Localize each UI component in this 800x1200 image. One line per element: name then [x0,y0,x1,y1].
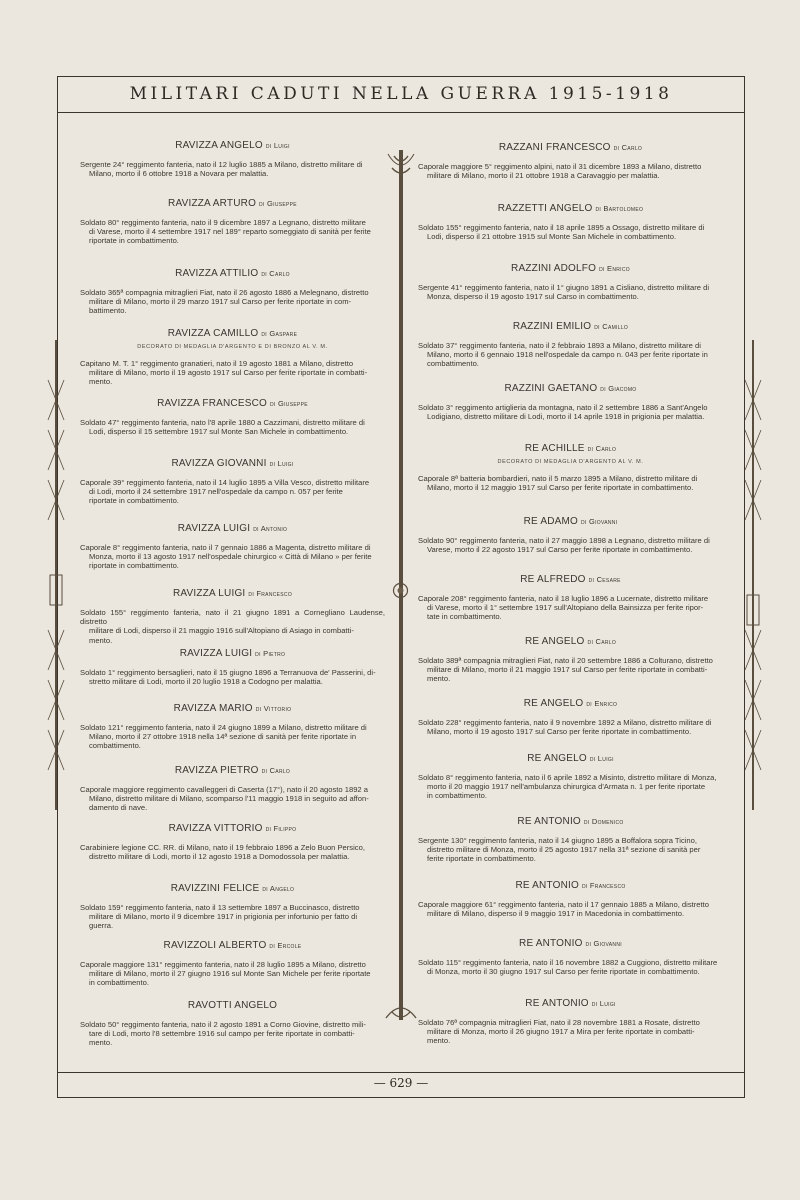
entry-name [80,940,385,951]
death-record-entry [80,328,385,387]
death-record-entry [80,398,385,436]
page-number: — 629 — [373,1076,429,1090]
entry-surname: RE ANGELO [524,636,585,647]
entry-name [80,398,385,409]
entry-name [418,636,723,647]
entry-text [418,223,723,241]
entry-text-line: Caporale maggiore 131° reggimento fanteria, nato il 28 luglio 1895 a Milano, distretto [80,960,366,969]
entry-text [418,836,723,864]
death-record-entry [80,883,385,931]
left-side-torch-icon [40,340,72,810]
entry-name [80,1000,385,1011]
death-record-entry [418,698,723,736]
entry-name [80,523,385,534]
entry-text-line: militare di Milano, morto il 21 maggio 1917 sul Carso per ferite riportate in combatti- [427,665,708,675]
entry-name [80,328,385,339]
death-record-entry [80,523,385,571]
entry-text-line: battimento. [89,306,127,316]
entry-text-line: mento. [89,635,113,645]
entry-text-line: Milano, morto il 6 gennaio 1918 nell'ospedale da campo n. 043 per ferite riportate in [427,350,708,360]
entry-surname: RAVIZZA ARTURO [168,198,257,209]
entry-text-line: mento. [89,1038,113,1048]
death-record-entry [418,574,723,622]
entry-text [80,668,385,686]
entry-surname: RE ALFREDO [520,574,586,585]
entry-name [80,765,385,776]
entry-text-line: tare di Lodi, morto l'8 settembre 1916 sul campo per ferite riportate in combatti- [89,1029,355,1039]
death-record-entry [418,636,723,684]
entry-text-line: in combattimento. [427,791,487,801]
entry-text-line: Soldato 8° reggimento fanteria, nato il 6 aprile 1892 a Misinto, distretto militare di Monza, [418,773,717,782]
top-torch-icon [382,148,420,208]
entry-text [80,1020,385,1048]
entry-parent: di Pietro [255,649,286,658]
entry-text [418,656,723,684]
entry-text-line: militare di Monza, morto il 26 giugno 1917 a Mira per ferite riportate in combatti- [427,1027,695,1037]
death-record-entry [418,753,723,801]
center-rosette-icon [392,582,409,599]
entry-text-line: Milano, morto il 6 ottobre 1918 a Novara per malattia. [89,169,269,179]
entry-text-line: Soldato 121° reggimento fanteria, nato il 24 giugno 1899 a Milano, distretto militare di [80,723,367,732]
entry-text-line: Soldato 1° reggimento bersaglieri, nato il 15 giugno 1896 a Terranuova de' Passerini, di- [80,668,376,677]
entry-text-line: Caporale maggiore 5° reggimento alpini, nato il 31 dicembre 1893 a Milano, distretto [418,162,702,171]
entry-text-line: distretto militare di Monza, morto il 25 agosto 1917 nella 31ª sezione di sanità per [427,845,701,855]
entry-text-line: Lodi, disperso il 21 ottobre 1915 sul Monte San Michele in combattimento. [427,232,677,242]
death-record-entry [80,1000,385,1048]
entry-name [418,938,723,949]
entry-text-line: militare di Milano, morto il 29 marzo 1917 sul Carso per ferite riportate in com- [89,297,352,307]
entry-surname: RAZZANI FRANCESCO [498,142,611,153]
entry-surname: RAVIZZA ANGELO [175,140,263,151]
death-record-entry [80,458,385,506]
entry-text-line: Caporale 208° reggimento fanteria, nato il 18 luglio 1896 a Lucernate, distretto militare [418,594,709,603]
entry-surname: RAVIZZA CAMILLO [167,328,259,339]
entry-text [418,536,723,554]
entry-surname: RAVIZZA PIETRO [174,765,259,776]
entry-text [418,474,723,492]
entry-parent: di Angelo [262,884,295,893]
entry-text-line: Caporale 8ª batteria bombardieri, nato il 5 marzo 1895 a Milano, distretto militare di [418,474,698,483]
entry-parent: di Carlo [261,766,291,775]
entry-text-line: tate in combattimento. [427,612,502,622]
entry-name [418,816,723,827]
entry-surname: RAVIZZA LUIGI [179,648,253,659]
entry-surname: RE ANGELO [527,753,587,764]
entry-parent: di Luigi [269,459,294,468]
entry-text-line: Caporale maggiore reggimento cavalleggeri di Caserta (17°), nato il 20 agosto 1892 a [80,785,368,794]
entry-name [418,574,723,585]
entry-parent: di Ercole [269,941,302,950]
death-record-entry [80,940,385,988]
entry-name [418,142,723,153]
entry-parent: di Carlo [587,444,617,453]
death-record-entry [418,142,723,180]
entry-text-line: riportate in combattimento. [89,561,179,571]
entry-text-line: Soldato 228° reggimento fanteria, nato il 9 novembre 1892 a Milano, distretto militare di [418,718,712,727]
entry-name [80,268,385,279]
entry-text [80,843,385,861]
header-rule [57,112,745,113]
death-record-entry [80,198,385,246]
entry-surname: RE ANTONIO [515,880,579,891]
entry-text [80,160,385,178]
death-record-entry [80,823,385,861]
entry-text-line: stretto militare di Lodi, morto il 20 luglio 1918 a Codogno per malattia. [89,677,323,687]
entry-surname: RAVIZZOLI ALBERTO [163,940,267,951]
entry-name [418,516,723,527]
entry-surname: RAVIZZINI FELICE [170,883,260,894]
death-record-entry [418,383,723,421]
entry-text-line: Milano, morto il 27 ottobre 1918 nella 14ª sezione di sanità per ferite riportate in [89,732,357,742]
entry-decoration: DECORATO DI MEDAGLIA D'ARGENTO E DI BRONZO AL V. M. [137,344,328,350]
death-record-entry [418,880,723,918]
entry-name [418,203,723,214]
entry-text [418,594,723,622]
entry-text-line: Caporale 39° reggimento fanteria, nato il 14 luglio 1895 a Villa Vesco, distretto militare [80,478,370,487]
entry-text-line: combattimento. [427,359,479,369]
entry-text-line: Soldato 389ª compagnia mitraglieri Fiat, nato il 20 settembre 1886 a Colturano, distretto [418,656,713,665]
entry-parent: di Giuseppe [269,399,308,408]
death-record-entry [418,516,723,554]
entry-text [80,903,385,931]
entry-text [418,162,723,180]
page-title: MILITARI CADUTI NELLA GUERRA 1915-1918 [129,84,673,104]
entry-surname: RAZZINI ADOLFO [511,263,597,274]
entry-text-line: Soldato 365ª compagnia mitraglieri Fiat, nato il 26 agosto 1886 a Melegnano, distretto [80,288,369,297]
entry-text-line: di Varese, morto il 4 settembre 1917 nel 189° reparto someggiato di sanità per ferite [89,227,371,237]
entry-text [80,960,385,988]
entry-text-line: Sergente 41° reggimento fanteria, nato il 1° giugno 1891 a Cisliano, distretto militare di [418,283,710,292]
entry-text-line: mento. [89,377,113,387]
entry-parent: di Domenico [583,817,624,826]
entry-text-line: riportate in combattimento. [89,496,179,506]
death-record-entry [418,203,723,241]
entry-text [418,283,723,301]
entry-parent: di Cesare [588,575,621,584]
entry-text [418,958,723,976]
entry-text [80,418,385,436]
entry-text-line: guerra. [89,921,114,931]
entry-parent: di Carlo [261,269,290,278]
death-record-entry [418,443,723,492]
entry-name [418,753,723,764]
entry-text-line: militare di Milano, morto il 9 dicembre 1917 in prigionia per infortunio per fatto di [89,912,358,922]
entry-name [418,321,723,332]
death-record-entry [80,268,385,316]
entry-parent: di Vittorio [255,704,292,713]
entry-text [80,359,385,387]
entry-parent: di Bartolomeo [595,204,644,213]
death-record-entry [418,321,723,369]
entry-surname: RE ADAMO [523,516,578,527]
entry-text [418,900,723,918]
entry-parent: di Giuseppe [259,199,297,208]
entry-text-line: militare di Milano, morto il 19 agosto 1917 sul Carso per ferite riportate in combatti- [89,368,368,378]
entry-text-line: Soldato 155° reggimento fanteria, nato il 21 giugno 1891 a Cornegliano Laudense, distretto [80,608,385,627]
death-record-entry [80,140,385,178]
entry-surname: RE ANTONIO [517,816,581,827]
death-record-entry [80,765,385,813]
entry-text-line: Soldato 37° reggimento fanteria, nato il 2 febbraio 1893 a Milano, distretto militare di [418,341,701,350]
entry-parent: di Giovanni [585,939,622,948]
entry-text-line: combattimento. [89,741,141,751]
entry-text-line: Capitano M. T. 1° reggimento granatieri, nato il 19 agosto 1881 a Milano, distretto [80,359,354,368]
entry-text-line: Soldato 115° reggimento fanteria, nato il 16 novembre 1882 a Cuggiono, distretto militare [418,958,718,967]
entry-name [80,703,385,714]
entry-text [80,723,385,751]
entry-parent: di Filippo [265,824,297,833]
entry-text-line: Milano, morto il 12 maggio 1917 sul Carso per ferite riportate in combattimento. [427,483,694,493]
entry-text-line: Monza, disperso il 19 agosto 1917 sul Carso in combattimento. [427,292,639,302]
entry-text [418,718,723,736]
entry-text-line: Lodi, disperso il 15 settembre 1917 sul Monte San Michele in combattimento. [89,427,349,437]
entry-name [80,883,385,894]
entry-parent: di Luigi [589,754,614,763]
entry-text-line: mento. [427,1036,451,1046]
entry-name [418,383,723,394]
entry-text-line: Soldato 3° reggimento artiglieria da montagna, nato il 2 settembre 1886 a Sant'Angelo [418,403,708,412]
entry-text [80,608,385,645]
entry-name [418,998,723,1009]
death-record-entry [418,938,723,976]
entry-text-line: militare di Lodi, disperso il 21 maggio 1916 sull'Altopiano di Asiago in combatti- [89,626,354,636]
entry-text-line: Varese, morto il 22 agosto 1917 sul Carso per ferite riportate in combattimento. [427,545,693,555]
entry-surname: RE ANTONIO [525,998,589,1009]
entry-text-line: Soldato 159° reggimento fanteria, nato il 13 settembre 1897 a Buccinasco, distretto [80,903,360,912]
entry-text-line: Soldato 47° reggimento fanteria, nato l'8 aprile 1880 a Cazzimani, distretto militare di [80,418,365,427]
entry-text-line: militare di Milano, morto il 27 giugno 1916 sul Monte San Michele per ferite riportate [89,969,371,979]
entry-text-line: Soldato 50° reggimento fanteria, nato il 2 agosto 1891 a Corno Giovine, distretto mili- [80,1020,366,1029]
entry-parent: di Giacomo [600,384,637,393]
entry-parent: di Enrico [586,699,618,708]
death-record-entry [80,703,385,751]
entry-surname: RAVIZZA FRANCESCO [157,398,267,409]
entry-text-line: Milano, distretto militare di Milano, scomparso l'11 maggio 1918 in seguito ad affon- [89,794,369,804]
entry-surname: RAZZETTI ANGELO [497,203,593,214]
entry-surname: RAVIZZA MARIO [173,703,253,714]
entry-text-line: Milano, morto il 19 agosto 1917 sul Carso per ferite riportate in combattimento. [427,727,692,737]
entry-text-line: militare di Milano, morto il 21 ottobre 1918 a Caravaggio per malattia. [427,171,660,181]
entry-surname: RAVIZZA LUIGI [172,588,246,599]
entry-text [418,403,723,421]
right-side-torch-icon [737,340,769,810]
death-record-entry [418,816,723,864]
entry-parent: di Enrico [599,264,630,273]
entry-surname: RAVIZZA ATTILIO [175,268,259,279]
entry-text-line: distretto militare di Lodi, morto il 12 agosto 1918 a Domodossola per malattia. [89,852,350,862]
entry-text-line: Sergente 130° reggimento fanteria, nato il 14 giugno 1895 a Boffalora sopra Ticino, [418,836,697,845]
entry-text-line: di Lodi, morto il 24 settembre 1917 nell'ospedale da campo n. 057 per ferite [89,487,343,497]
entry-surname: RAVOTTI ANGELO [187,1000,278,1011]
entry-text-line: Soldato 155° reggimento fanteria, nato il 18 aprile 1895 a Ossago, distretto militare di [418,223,705,232]
entry-surname: RAVIZZA LUIGI [177,523,251,534]
entry-text-line: Monza, morto il 13 agosto 1917 nell'ospedale chirurgico « Città di Milano » per ferite [89,552,372,562]
death-record-entry [418,263,723,301]
entry-text-line: Soldato 80° reggimento fanteria, nato il 9 dicembre 1897 a Legnano, distretto militare [80,218,366,227]
entry-surname: RAZZINI EMILIO [512,321,592,332]
entry-parent: di Camillo [594,322,629,331]
entry-text [418,341,723,369]
entry-text [80,543,385,571]
entry-name [418,263,723,274]
entry-text-line: Carabiniere legione CC. RR. di Milano, nato il 19 febbraio 1896 a Zelo Buon Persico, [80,843,365,852]
entry-surname: RE ANTONIO [519,938,583,949]
entry-parent: di Carlo [613,143,643,152]
entry-parent: di Francesco [581,881,626,890]
entry-parent: di Antonio [253,524,288,533]
entry-text-line: mento. [427,674,451,684]
entry-name [418,880,723,891]
entry-text-line: ferite riportate in combattimento. [427,854,536,864]
entry-text-line: in combattimento. [89,978,149,988]
death-record-entry [80,588,385,645]
entry-text-line: Soldato 90° reggimento fanteria, nato il 27 maggio 1898 a Legnano, distretto militare di [418,536,710,545]
entry-surname: RAVIZZA VITTORIO [168,823,263,834]
entry-parent: di Francesco [248,589,293,598]
entry-parent: di Gaspare [261,329,298,338]
entry-parent: di Luigi [265,141,290,150]
entry-text-line: damento di nave. [89,803,148,813]
entry-decoration: DECORATO DI MEDAGLIA D'ARGENTO AL V. M. [497,459,644,465]
entry-text-line: Caporale maggiore 61° reggimento fanteria, nato il 17 gennaio 1885 a Milano, distretto [418,900,709,909]
entry-text-line: Sergente 24° reggimento fanteria, nato il 12 luglio 1885 a Milano, distretto militare di [80,160,363,169]
entry-text-line: Soldato 76ª compagnia mitraglieri Fiat, nato il 28 novembre 1881 a Rosate, distretto [418,1018,700,1027]
entry-parent: di Giovanni [580,517,618,526]
entry-text-line: morto il 20 maggio 1917 nell'ambulanza chirurgica d'Armata n. 1 per ferite riportate [427,782,706,792]
entry-text-line: Caporale 8° reggimento fanteria, nato il 7 gennaio 1886 a Magenta, distretto militare di [80,543,371,552]
death-record-entry [80,648,385,686]
entry-name [80,648,385,659]
entry-text-line: Lodigiano, distretto militare di Lodi, morto il 14 aprile 1918 in prigionia per malattia. [427,412,705,422]
entry-name [418,698,723,709]
entry-text [80,288,385,316]
entry-name [80,588,385,599]
entry-parent: di Carlo [587,637,617,646]
entry-name [418,443,723,454]
entry-text-line: militare di Milano, disperso il 9 maggio 1917 in Macedonia in combattimento. [427,909,685,919]
entry-text [80,218,385,246]
entry-text [80,785,385,813]
entry-surname: RE ANGELO [523,698,584,709]
entry-name [80,823,385,834]
entry-surname: RAZZINI GAETANO [504,383,598,394]
death-record-entry [418,998,723,1046]
entry-name [80,140,385,151]
entry-text-line: di Monza, morto il 30 giugno 1917 sul Carso per ferite riportate in combattimento. [427,967,700,977]
entry-text [418,1018,723,1046]
footer-rule [57,1072,745,1073]
entry-text [80,478,385,506]
entry-surname: RE ACHILLE [524,443,585,454]
entry-parent: di Luigi [591,999,616,1008]
entry-name [80,198,385,209]
entry-text-line: di Varese, morto il 1° settembre 1917 sull'Altopiano della Bainsizza per ferite ripor- [427,603,704,613]
entry-name [80,458,385,469]
entry-text [418,773,723,801]
entry-text-line: riportate in combattimento. [89,236,179,246]
entry-surname: RAVIZZA GIOVANNI [171,458,267,469]
